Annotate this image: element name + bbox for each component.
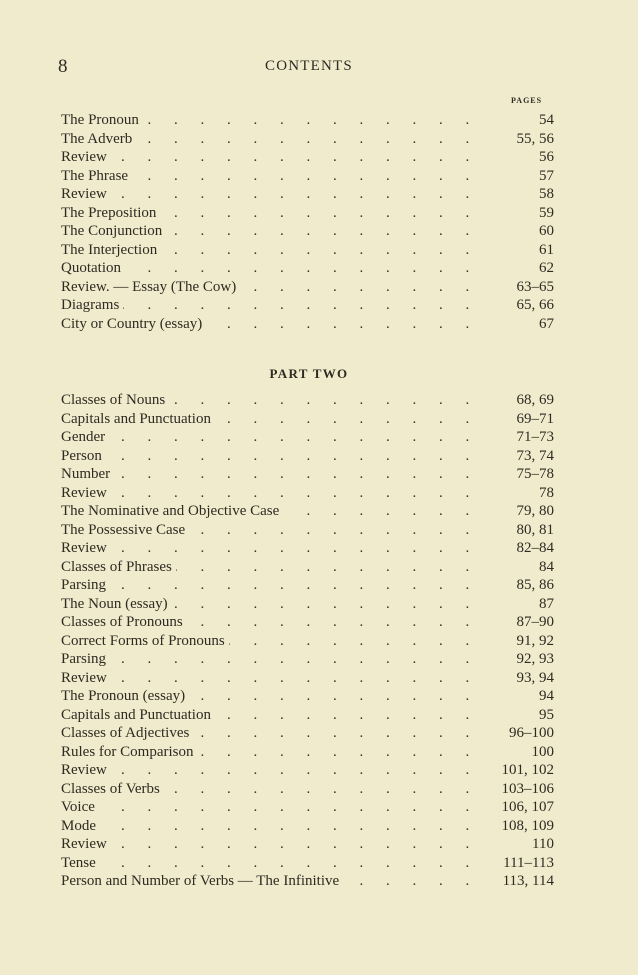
toc-entry-pages: 79, 80	[516, 503, 554, 519]
toc-entry-title: Review	[61, 761, 111, 780]
toc-entry	[61, 576, 558, 595]
toc-entry-title: Classes of Adjectives	[61, 724, 193, 743]
toc-entry	[61, 410, 558, 429]
toc-entry	[61, 595, 558, 614]
toc-entry	[61, 204, 558, 223]
toc-entry-pages: 73, 74	[516, 447, 554, 464]
toc-entry-title: Number	[61, 465, 114, 484]
part-two-heading: PART TWO	[269, 366, 349, 381]
dot-leader	[121, 185, 476, 204]
toc-entry-pages: 68, 69	[516, 392, 554, 408]
toc-entry	[61, 465, 558, 484]
toc-entry-title: Review	[61, 148, 111, 167]
toc-entry-title: Diagrams	[61, 296, 123, 315]
toc-entry-title: Classes of Nouns	[61, 391, 169, 410]
toc-entry-title: Review	[61, 835, 111, 854]
toc-entry-pages: 85, 86	[516, 577, 554, 593]
toc-entry-title: The Phrase	[61, 167, 132, 186]
toc-entry	[61, 148, 558, 167]
dot-leader	[121, 761, 476, 780]
toc-entry-title: The Interjection	[61, 241, 161, 260]
toc-entry	[61, 872, 558, 891]
running-head: CONTENTS	[265, 58, 353, 74]
toc-entry-pages: 78	[539, 484, 554, 501]
toc-entry	[61, 167, 558, 186]
toc-entry-title: Review	[61, 484, 111, 503]
toc-entry	[61, 259, 558, 278]
toc-entry-title: The Possessive Case	[61, 521, 189, 540]
toc-entry-title: The Pronoun	[61, 111, 143, 130]
dot-leader	[121, 259, 476, 278]
toc-part-one	[61, 111, 558, 333]
toc-entry-pages: 61	[539, 241, 554, 258]
toc-entry	[61, 650, 558, 669]
toc-entry-pages: 95	[539, 706, 554, 723]
dot-leader	[121, 835, 476, 854]
page-number: 8	[58, 56, 68, 77]
toc-entry-pages: 91, 92	[516, 632, 554, 649]
toc-entry	[61, 539, 558, 558]
toc-entry-title: Voice	[61, 798, 99, 817]
toc-entry-title: Review. — Essay (The Cow)	[61, 278, 240, 297]
toc-entry	[61, 278, 558, 297]
dot-leader	[121, 447, 476, 466]
toc-entry	[61, 817, 558, 836]
dot-leader	[121, 148, 476, 167]
toc-entry-title: Review	[61, 539, 111, 558]
toc-entry-title: The Conjunction	[61, 222, 166, 241]
toc-entry-title: The Noun (essay)	[61, 595, 172, 614]
toc-entry-pages: 111–113	[503, 854, 554, 871]
toc-entry-pages: 56	[539, 149, 554, 165]
toc-entry-pages: 100	[531, 743, 554, 760]
dot-leader	[121, 241, 476, 260]
toc-entry-pages: 82–84	[516, 540, 554, 556]
toc-entry	[61, 835, 558, 854]
dot-leader	[121, 465, 476, 484]
dot-leader	[121, 204, 476, 223]
dot-leader	[121, 167, 476, 186]
toc-entry-title: Review	[61, 185, 111, 204]
toc-entry-pages: 62	[539, 260, 554, 276]
toc-entry	[61, 185, 558, 204]
toc-entry-title: Capitals and Punctuation	[61, 410, 215, 429]
toc-entry	[61, 428, 558, 447]
toc-entry	[61, 687, 558, 706]
toc-entry-pages: 75–78	[516, 466, 554, 482]
dot-leader	[121, 391, 476, 410]
dot-leader	[121, 576, 476, 595]
dot-leader	[121, 539, 476, 558]
toc-entry	[61, 484, 558, 503]
toc-entry-pages: 108, 109	[501, 817, 554, 834]
toc-entry	[61, 706, 558, 725]
toc-entry-title: Gender	[61, 428, 109, 447]
toc-entry-pages: 60	[539, 223, 554, 239]
dot-leader	[121, 296, 476, 315]
toc-entry-pages: 94	[539, 688, 554, 704]
toc-entry-pages: 71–73	[516, 429, 554, 445]
dot-leader	[121, 798, 476, 817]
toc-entry	[61, 724, 558, 743]
toc-entry	[61, 447, 558, 466]
toc-entry	[61, 743, 558, 762]
dot-leader	[121, 130, 476, 149]
toc-entry	[61, 669, 558, 688]
toc-entry	[61, 854, 558, 873]
toc-entry	[61, 222, 558, 241]
toc-entry-title: City or Country (essay)	[61, 315, 206, 334]
toc-entry-pages: 84	[539, 558, 554, 575]
toc-entry-pages: 67	[539, 315, 554, 332]
toc-entry	[61, 798, 558, 817]
dot-leader	[121, 650, 476, 669]
toc-entry-pages: 87–90	[516, 614, 554, 630]
toc-entry-title: Tense	[61, 854, 100, 873]
toc-entry-pages: 87	[539, 595, 554, 612]
toc-entry-title: Correct Forms of Pronouns	[61, 632, 229, 651]
toc-part-two	[61, 391, 558, 891]
toc-entry-title: The Pronoun (essay)	[61, 687, 189, 706]
toc-entry-pages: 58	[539, 186, 554, 202]
toc-entry	[61, 780, 558, 799]
toc-entry	[61, 613, 558, 632]
toc-entry	[61, 315, 558, 334]
toc-entry-pages: 92, 93	[516, 651, 554, 667]
toc-entry	[61, 502, 558, 521]
toc-entry	[61, 130, 558, 149]
toc-entry-pages: 55, 56	[516, 130, 554, 147]
toc-entry-title: Parsing	[61, 576, 110, 595]
toc-entry	[61, 296, 558, 315]
toc-entry-pages: 96–100	[509, 725, 554, 741]
toc-entry-title: Mode	[61, 817, 100, 836]
dot-leader	[121, 780, 476, 799]
toc-entry-pages: 113, 114	[502, 873, 554, 889]
toc-entry-title: Classes of Phrases	[61, 558, 176, 577]
toc-entry-title: Person	[61, 447, 106, 466]
dot-leader	[121, 817, 476, 836]
toc-entry-title: Classes of Pronouns	[61, 613, 187, 632]
toc-entry	[61, 632, 558, 651]
toc-entry-title: The Adverb	[61, 130, 136, 149]
dot-leader	[121, 595, 476, 614]
dot-leader	[121, 222, 476, 241]
toc-entry-pages: 101, 102	[501, 762, 554, 778]
dot-leader	[121, 428, 476, 447]
toc-entry-title: Rules for Comparison	[61, 743, 198, 762]
toc-entry-pages: 54	[539, 112, 554, 128]
dot-leader	[121, 111, 476, 130]
toc-entry-title: Classes of Verbs	[61, 780, 164, 799]
toc-entry-pages: 93, 94	[516, 669, 554, 686]
toc-entry-title: Capitals and Punctuation	[61, 706, 215, 725]
toc-entry-title: Quotation	[61, 259, 125, 278]
toc-entry-title: Review	[61, 669, 111, 688]
toc-entry-pages: 110	[532, 836, 554, 852]
toc-entry-pages: 103–106	[501, 780, 554, 797]
pages-column-label: PAGES	[511, 96, 543, 105]
toc-entry-title: The Preposition	[61, 204, 160, 223]
toc-entry-title: Person and Number of Verbs — The Infinitive	[61, 872, 343, 891]
toc-entry-pages: 106, 107	[501, 799, 554, 815]
toc-entry-pages: 69–71	[516, 410, 554, 427]
toc-entry	[61, 558, 558, 577]
toc-entry	[61, 521, 558, 540]
toc-entry-pages: 63–65	[516, 278, 554, 295]
dot-leader	[121, 484, 476, 503]
toc-entry	[61, 391, 558, 410]
toc-entry-title: Parsing	[61, 650, 110, 669]
toc-entry-pages: 57	[539, 167, 554, 184]
toc-entry-pages: 65, 66	[516, 297, 554, 313]
toc-entry	[61, 761, 558, 780]
toc-entry-title: The Nominative and Objective Case	[61, 502, 283, 521]
toc-entry	[61, 241, 558, 260]
toc-entry-pages: 80, 81	[516, 521, 554, 538]
toc-entry	[61, 111, 558, 130]
dot-leader	[121, 669, 476, 688]
toc-entry-pages: 59	[539, 204, 554, 221]
dot-leader	[121, 854, 476, 873]
